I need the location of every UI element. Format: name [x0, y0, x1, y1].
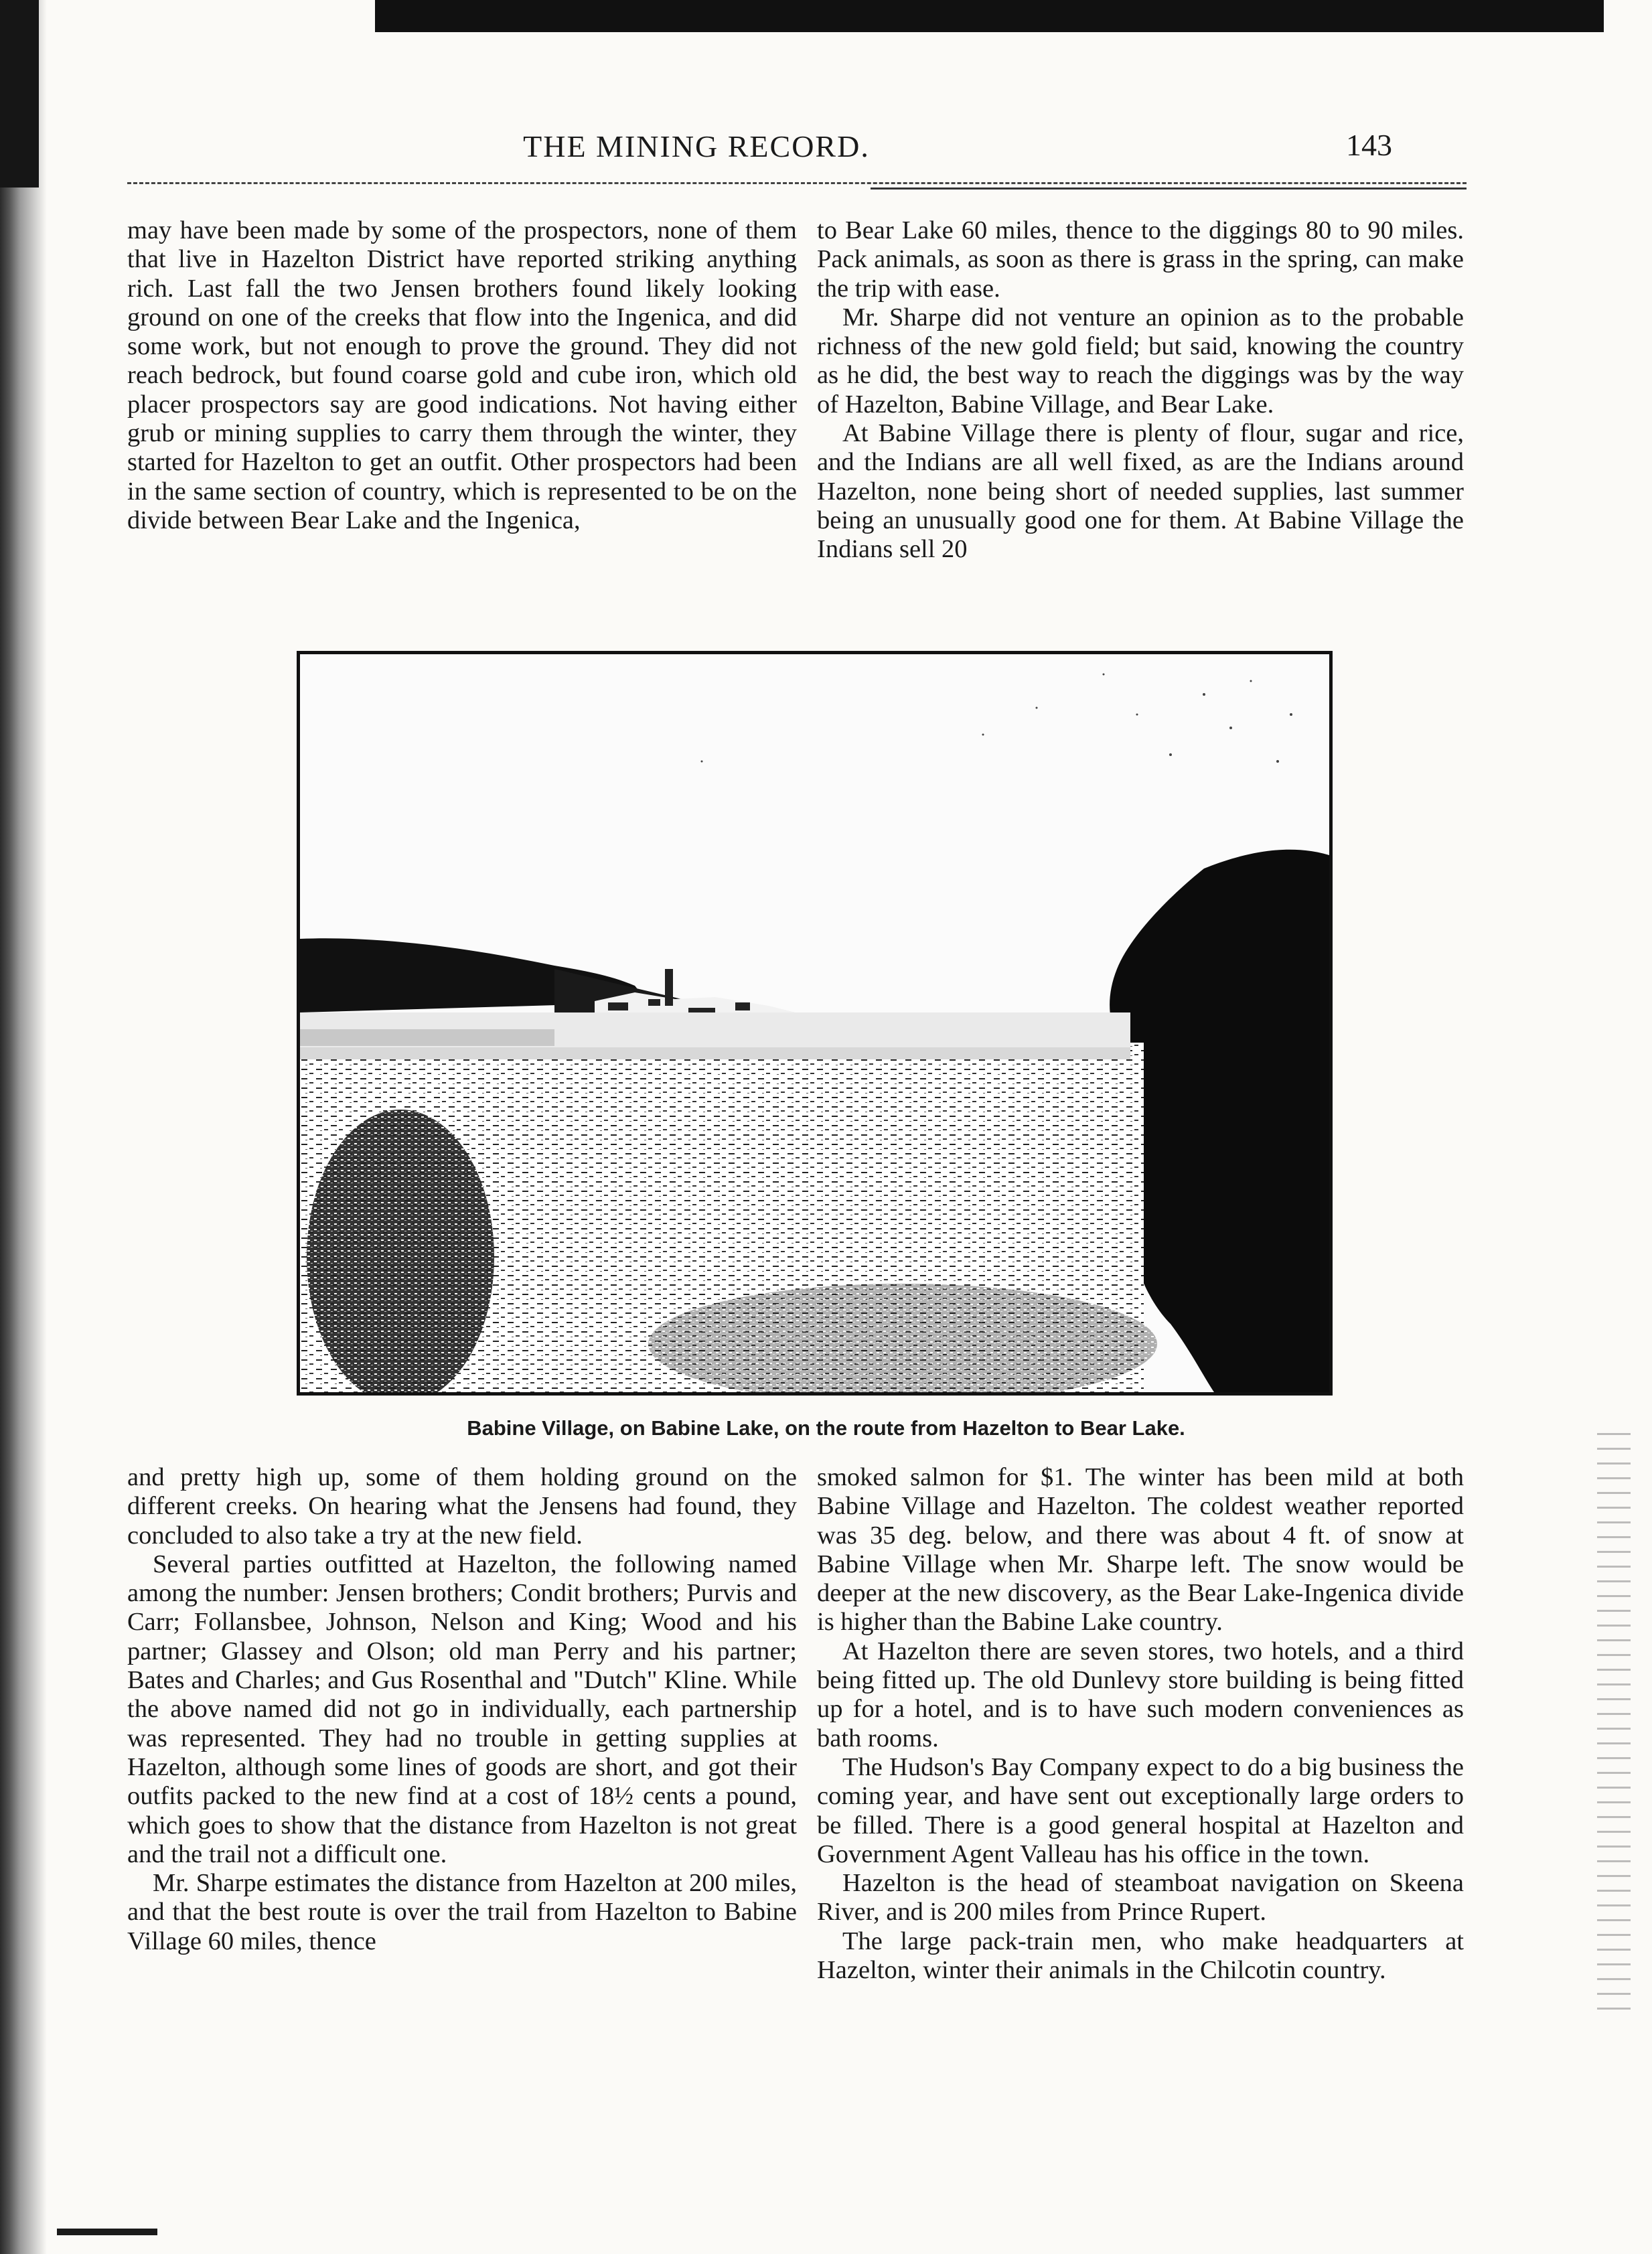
paragraph: The large pack-train men, who make headquarters at Hazelton, winter their animals in the Chilcotin country.	[817, 1927, 1464, 1985]
babine-village-photo	[300, 654, 1329, 1392]
paragraph: and pretty high up, some of them holding ground on the different creeks. On hearing what the Jensens had found, they concluded to also take a try at the new field.	[127, 1463, 797, 1550]
paragraph: At Hazelton there are seven stores, two hotels, and a third being fitted up. The old Dunlevy store building is being fitted up for a hotel, and is to have such modern conveniences as bath rooms.	[817, 1637, 1464, 1752]
top-right-column	[817, 216, 1464, 565]
paragraph: smoked salmon for $1. The winter has been mild at both Babine Village and Hazelton. The coldest weather reported was 35 deg. below, and there was about 4 ft. of snow at Babine Village when Mr. Sharpe left. The snow would be deeper at the new discovery, as the Bear Lake-Ingenica divide is higher than the Babine Lake country.	[817, 1463, 1464, 1637]
paragraph: At Babine Village there is plenty of flour, sugar and rice, and the Indians are all well fixed, as are the Indians around Hazelton, none being short of needed supplies, last summer being an unusually good one for them. At Babine Village the Indians sell 20	[817, 419, 1464, 564]
running-title: THE MINING RECORD.	[523, 129, 870, 163]
right-margin-specks	[1597, 1433, 1631, 2022]
paragraph: to Bear Lake 60 miles, thence to the diggings 80 to 90 miles. Pack animals, as soon as there is grass in the spring, can make the trip with ease.	[817, 216, 1464, 303]
header-rule	[127, 182, 1467, 184]
top-left-column	[127, 216, 797, 535]
paragraph: Mr. Sharpe did not venture an opinion as to the probable richness of the new gold field; but said, knowing the country as he did, the best way to reach the diggings was by the way of Hazelton, Babine Village, and Bear Lake.	[817, 303, 1464, 419]
bottom-right-column	[817, 1463, 1464, 1985]
lake-photograph	[297, 651, 1333, 1396]
bottom-scan-mark	[57, 2229, 157, 2235]
header-rule-right	[871, 187, 1467, 190]
page-number: 143	[1346, 128, 1392, 162]
paragraph: may have been made by some of the prospectors, none of them that live in Hazelton District have reported striking anything rich. Last fall the two Jensen brothers found likely looking ground on one of the creeks that flow into the Ingenica, and did some work, but not enough to prove the ground. They did not reach bedrock, but found coarse gold and cube iron, which old placer prospectors say are good indications. Not having either grub or mining supplies to carry them through the winter, they started for Hazelton to get an outfit. Other prospectors had been in the same section of country, which is represented to be on the divide between Bear Lake and the Ingenica,	[127, 216, 797, 534]
paragraph: Several parties outfitted at Hazelton, the following named among the number: Jensen brothers; Condit brothers; Purvis and Carr; Follansbee, Johnson, Nelson and King; Wood and his partner; Glassey and Olson; old man Perry and his partner; Bates and Charles; and Gus Rosenthal and "Dutch" Kline. While the above named did not go in individually, each partnership was represented. They had no trouble in getting supplies at Hazelton, although some lines of goods are short, and got their outfits packed to the new find at a cost of 18½ cents a pound, which goes to show that the distance from Hazelton is not great and the trail not a difficult one.	[127, 1550, 797, 1868]
paragraph: The Hudson's Bay Company expect to do a big business the coming year, and have sent out exceptionally large orders to be filled. There is a good general hospital at Hazelton and Government Agent Valleau has his office in the town.	[817, 1752, 1464, 1868]
photo-caption: Babine Village, on Babine Lake, on the route from Hazelton to Bear Lake.	[467, 1416, 1185, 1440]
top-scan-bar	[375, 0, 1604, 32]
paragraph: Mr. Sharpe estimates the distance from Hazelton at 200 miles, and that the best route is over the trail from Hazelton to Babine Village 60 miles, thence	[127, 1869, 797, 1955]
bottom-left-column	[127, 1463, 797, 1956]
page-binding-edge	[0, 0, 47, 2254]
paragraph: Hazelton is the head of steamboat navigation on Skeena River, and is 200 miles from Prince Rupert.	[817, 1869, 1464, 1927]
